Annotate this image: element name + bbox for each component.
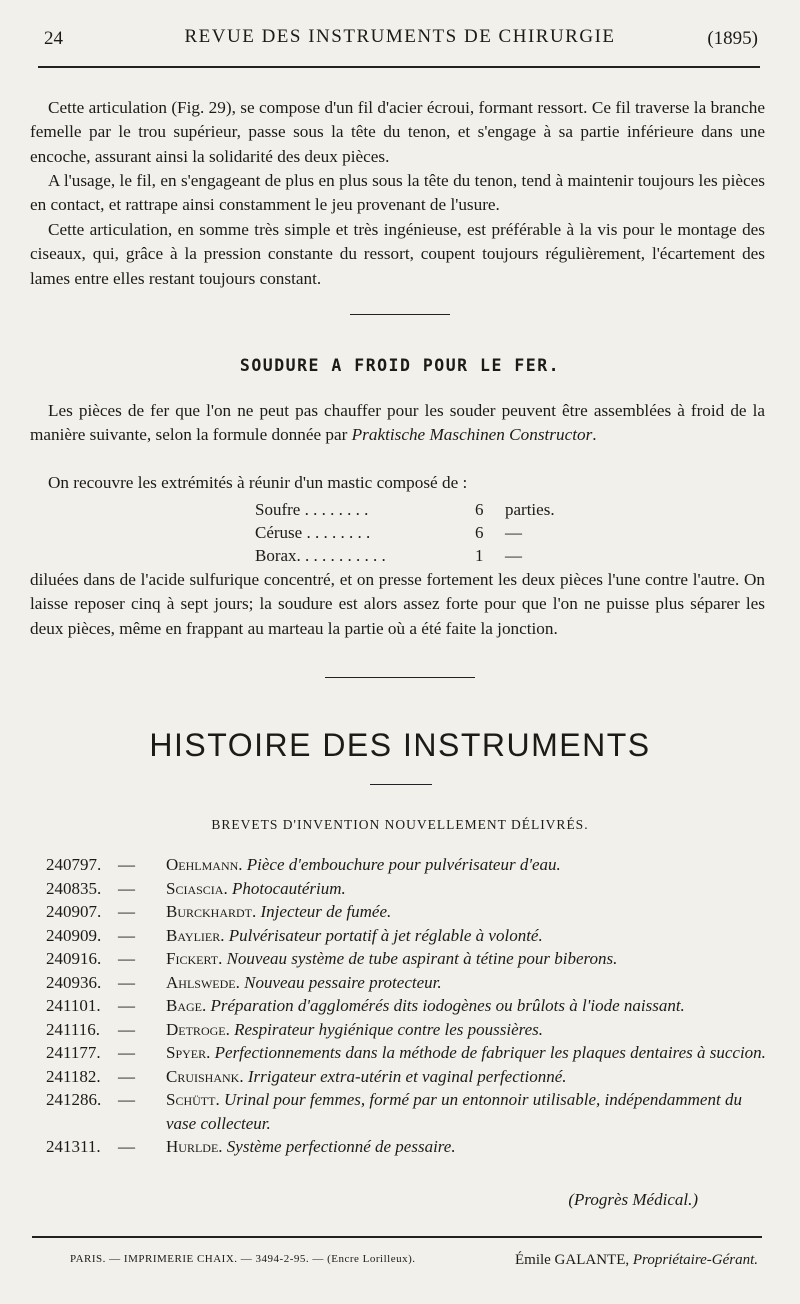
patent-entry: 240797. — Oehlmann. Pièce d'embouchure pour pulvérisateur d'eau. <box>46 855 561 874</box>
section-divider <box>325 677 475 678</box>
section-divider <box>350 314 450 315</box>
manager-credit: Émile GALANTE, Propriétaire-Gérant. <box>514 1252 758 1268</box>
running-header <box>30 24 770 54</box>
patent-entry: 241116. — Detroge. Respirateur hygiénique contre les poussières. <box>46 1019 544 1039</box>
brevets-subheading: BREVETS D'INVENTION NOUVELLEMENT DÉLIVRÉS. <box>211 817 589 832</box>
formula-row: Céruse . . . . . . . . 6 — <box>255 523 522 542</box>
patent-entry: 240916. — Fickert. Nouveau système de tube aspirant à tétine pour biberons. <box>46 949 618 968</box>
patent-list <box>46 853 776 1159</box>
articulation-paragraph-3: Cette articulation, en somme très simple et très ingénieuse, est préférable à la vis pour le montage des ciseaux, qui, grâce à la pression constante du ressort, coupent toujours régulièrement, l'écartement des lames entre elles restant toujours constant. <box>30 220 765 288</box>
formula-row: Borax. . . . . . . . . . . 1 — <box>255 546 522 565</box>
patent-entry: 240936. — Ahlswede. Nouveau pessaire protecteur. <box>46 972 442 992</box>
soudure-conclusion: diluées dans de l'acide sulfurique concentré, et on presse fortement les deux pièces l'une contre l'autre. On laisse reposer cinq à sept jours; la soudure est alors assez forte pour que l'on ne puisse plus séparer les deux pièces, même en frappant au marteau la partie où a été faite la jonction. <box>30 570 765 638</box>
patent-entry: 240907. — Burckhardt. Injecteur de fumée. <box>46 902 392 921</box>
title-underline <box>370 784 432 785</box>
formula-list <box>255 498 555 567</box>
histoire-source: (Progrès Médical.) <box>568 1190 698 1209</box>
patent-entry: 241182. — Cruishank. Irrigateur extra-utérin et vaginal perfectionné. <box>46 1066 567 1086</box>
patent-entry: 240909. — Baylier. Pulvérisateur portatif à jet réglable à volonté. <box>46 925 543 945</box>
printer-imprint: PARIS. — IMPRIMERIE CHAIX. — 3494-2-95. — (Encre Lorilleux). <box>70 1253 416 1265</box>
page-number: 24 <box>44 28 63 49</box>
articulation-paragraph-1: Cette articulation (Fig. 29), se compose d'un fil d'acier écroui, formant ressort. Ce fil traverse la branche femelle par le trou supérieur, passe sous la tête du tenon, et s'engage à sa partie inférieure dans une encoche, assurant ainsi la solidarité des deux pièces. <box>30 98 765 166</box>
running-title: REVUE DES INSTRUMENTS DE CHIRURGIE <box>184 26 616 47</box>
footer-rule <box>32 1236 762 1238</box>
patent-entry: 241286. — Schütt. Urinal pour femmes, formé par un entonnoir utilisable, indépendamment du vase collecteur. <box>46 1090 742 1133</box>
soudure-mastic: On recouvre les extrémités à réunir d'un mastic composé de : <box>48 473 468 492</box>
soudure-intro: Les pièces de fer que l'on ne peut pas chauffer pour les souder peuvent être assemblées à froid de la manière suivante, selon la formule donnée par Praktische Maschinen Constructor. <box>30 401 765 445</box>
patent-entry: 241177. — Spyer. Perfectionnements dans la méthode de fabriquer les plaques dentaires à succion. <box>46 1043 766 1062</box>
soudure-source: Praktische Maschinen Constructor <box>351 425 593 445</box>
patent-entry: 240835. — Sciascia. Photocautérium. <box>46 878 346 898</box>
patent-entry: 241311. — Hurlde. Système perfectionné de pessaire. <box>46 1137 456 1156</box>
articulation-paragraph-2: A l'usage, le fil, en s'engageant de plus en plus sous la tête du tenon, tend à maintenir toujours les pièces en contact, et rattrape ainsi constamment le jeu provenant de l'usure. <box>30 171 765 215</box>
histoire-title: HISTOIRE DES INSTRUMENTS <box>149 727 651 763</box>
formula-row: Soufre . . . . . . . . 6 parties. <box>255 500 555 519</box>
patent-entry: 241101. — Bage. Préparation d'agglomérés dits iodogènes ou brûlots à l'iode naissant. <box>46 996 685 1015</box>
header-year: (1895) <box>707 28 758 49</box>
soudure-title: SOUDURE A FROID POUR LE FER. <box>239 356 561 375</box>
header-rule <box>38 66 760 68</box>
